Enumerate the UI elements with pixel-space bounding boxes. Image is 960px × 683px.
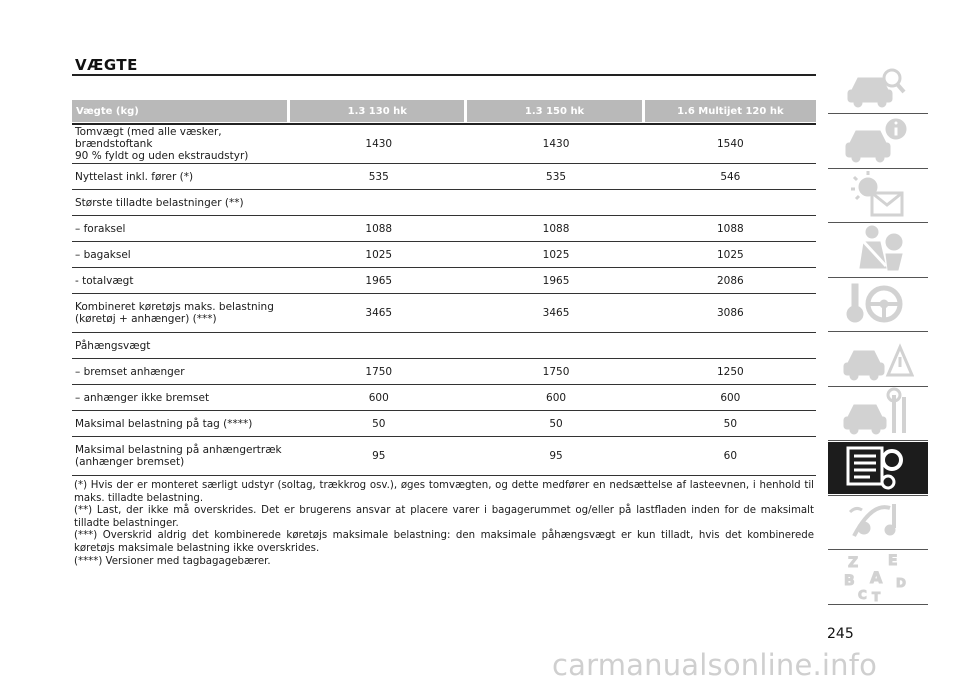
row-label-line: (anhænger bremset) <box>75 456 185 468</box>
page-number: 245 <box>827 626 854 642</box>
row-value: 600 <box>720 391 741 404</box>
row-label <box>72 444 290 468</box>
chapter-tab[interactable] <box>828 551 928 603</box>
table-row <box>72 385 816 411</box>
table-row <box>72 242 816 268</box>
row-label <box>72 126 290 162</box>
technical-data-icon <box>842 438 914 498</box>
svg-text:D: D <box>896 575 906 590</box>
key-steering-wheel-icon <box>842 274 914 334</box>
svg-text:C: C <box>858 587 867 602</box>
row-label <box>72 197 290 209</box>
row-value: 1250 <box>716 365 744 378</box>
row-label <box>72 418 290 430</box>
row-value: 1750 <box>365 365 393 378</box>
row-label-line: Største tilladte belastninger (**) <box>75 196 244 209</box>
row-value: 600 <box>368 391 389 404</box>
row-value: 1540 <box>716 138 744 150</box>
row-value: 1088 <box>365 222 393 235</box>
row-value: 3086 <box>716 307 744 319</box>
row-label-line: – foraksel <box>75 222 126 235</box>
table-row <box>72 216 816 242</box>
svg-text:A: A <box>870 567 883 587</box>
chapter-tab[interactable] <box>828 278 928 330</box>
row-value: 1965 <box>365 274 393 287</box>
table-row <box>72 437 816 476</box>
chapter-tab[interactable] <box>828 442 928 494</box>
footnote-1: (*) Hvis der er monteret særligt udstyr (soltag, trækkrog osv.), øges tomvægten, og dette medfører en nedsættelse af lasteevnen, i henhold til maks. tilladte belastning. <box>74 480 814 504</box>
row-label <box>72 340 290 352</box>
row-label <box>72 171 290 183</box>
multimedia-icon <box>842 492 914 552</box>
header-engine-2: 1.3 150 hk <box>467 100 641 122</box>
row-value: 95 <box>549 450 563 462</box>
chapter-tab[interactable] <box>828 115 928 167</box>
footnotes <box>74 480 814 568</box>
airbag-seatbelt-icon <box>842 220 914 280</box>
car-search-icon <box>842 56 914 116</box>
row-value: 1025 <box>542 248 570 261</box>
row-value: 1750 <box>542 365 570 378</box>
row-label <box>72 366 290 378</box>
page-title: VÆGTE <box>75 56 138 74</box>
row-label-line: Nyttelast inkl. fører (*) <box>75 170 194 183</box>
row-label-line: Maksimal belastning på anhængertræk <box>75 444 282 456</box>
row-value: 535 <box>368 170 389 183</box>
row-value: 1430 <box>542 138 570 150</box>
row-value: 1088 <box>716 222 744 235</box>
table-header <box>72 100 816 122</box>
chapter-tab[interactable] <box>828 169 928 221</box>
row-value: 1088 <box>542 222 570 235</box>
row-label-line: Kombineret køretøjs maks. belastning <box>75 301 274 313</box>
warning-light-message-icon <box>842 165 914 225</box>
row-value: 2086 <box>716 274 744 287</box>
row-label <box>72 301 290 325</box>
footnote-2: (**) Last, der ikke må overskrides. Det er brugerens ansvar at placere varer i bagagerummet og/eller på lastfladen inden for de maksimalt tilladte belastninger. <box>74 505 814 529</box>
row-value: 60 <box>723 450 738 462</box>
car-maintenance-icon <box>842 383 914 443</box>
row-value: 1430 <box>365 138 393 150</box>
table-row <box>72 411 816 437</box>
car-emergency-icon <box>842 329 914 389</box>
title-rule <box>72 74 816 76</box>
row-label <box>72 392 290 404</box>
row-value: 3465 <box>542 307 570 319</box>
row-value: 50 <box>549 417 563 430</box>
row-value: 3465 <box>365 307 393 319</box>
table-row <box>72 359 816 385</box>
chapter-tab[interactable] <box>828 60 928 112</box>
row-value: 600 <box>546 391 567 404</box>
chapter-tab[interactable] <box>828 224 928 276</box>
sidebar-divider <box>828 604 928 605</box>
row-label <box>72 275 290 287</box>
car-info-icon <box>842 111 914 171</box>
table-row <box>72 164 816 190</box>
table-row <box>72 190 816 216</box>
row-value: 50 <box>372 417 386 430</box>
row-label-line: 90 % fyldt og uden ekstraudstyr) <box>75 150 249 162</box>
row-label-line: - totalvægt <box>75 274 134 287</box>
row-value: 1965 <box>542 274 570 287</box>
row-value: 50 <box>723 417 738 430</box>
row-value: 1025 <box>716 248 744 261</box>
header-weights: Vægte (kg) <box>72 100 287 122</box>
svg-text:E: E <box>888 552 898 569</box>
header-engine-3: 1.6 Multijet 120 hk <box>645 100 816 122</box>
footnote-3: (***) Overskrid aldrig det kombinerede køretøjs maksimale belastning: den maksimale påhængsvægt er kun tilladt, hvis det kombinerede køretøjs maksimale belastning ikke overskrides. <box>74 530 814 554</box>
row-label-line: – bremset anhænger <box>75 365 185 378</box>
row-label-line: – bagaksel <box>75 248 131 261</box>
table-row <box>72 268 816 294</box>
row-value: 95 <box>372 450 386 462</box>
chapter-tab[interactable] <box>828 496 928 548</box>
row-label-line: (køretøj + anhænger) (***) <box>75 313 217 325</box>
footer-watermark: carmanualsonline.info <box>552 648 878 682</box>
weights-table <box>72 100 816 476</box>
row-value: 546 <box>720 170 741 183</box>
table-body <box>72 125 816 476</box>
row-value: 1025 <box>365 248 393 261</box>
row-label-line: Maksimal belastning på tag (****) <box>75 417 253 430</box>
row-label-line: – anhænger ikke bremset <box>75 391 210 404</box>
row-value: 535 <box>546 170 567 183</box>
table-row <box>72 125 816 164</box>
chapter-tab[interactable] <box>828 387 928 439</box>
footnote-4: (****) Versioner med tagbagagebærer. <box>74 555 271 567</box>
row-label-line: Tomvægt (med alle væsker, brændstoftank <box>75 126 222 150</box>
row-label-line: Påhængsvægt <box>75 339 151 352</box>
table-row <box>72 294 816 333</box>
row-label <box>72 223 290 235</box>
row-label <box>72 249 290 261</box>
svg-text:T: T <box>872 589 881 603</box>
chapter-tab[interactable] <box>828 333 928 385</box>
alphabetical-index-icon <box>842 547 914 607</box>
table-row <box>72 333 816 359</box>
header-engine-1: 1.3 130 hk <box>290 100 464 122</box>
svg-text:B: B <box>844 572 855 589</box>
svg-text:Z: Z <box>848 554 859 571</box>
